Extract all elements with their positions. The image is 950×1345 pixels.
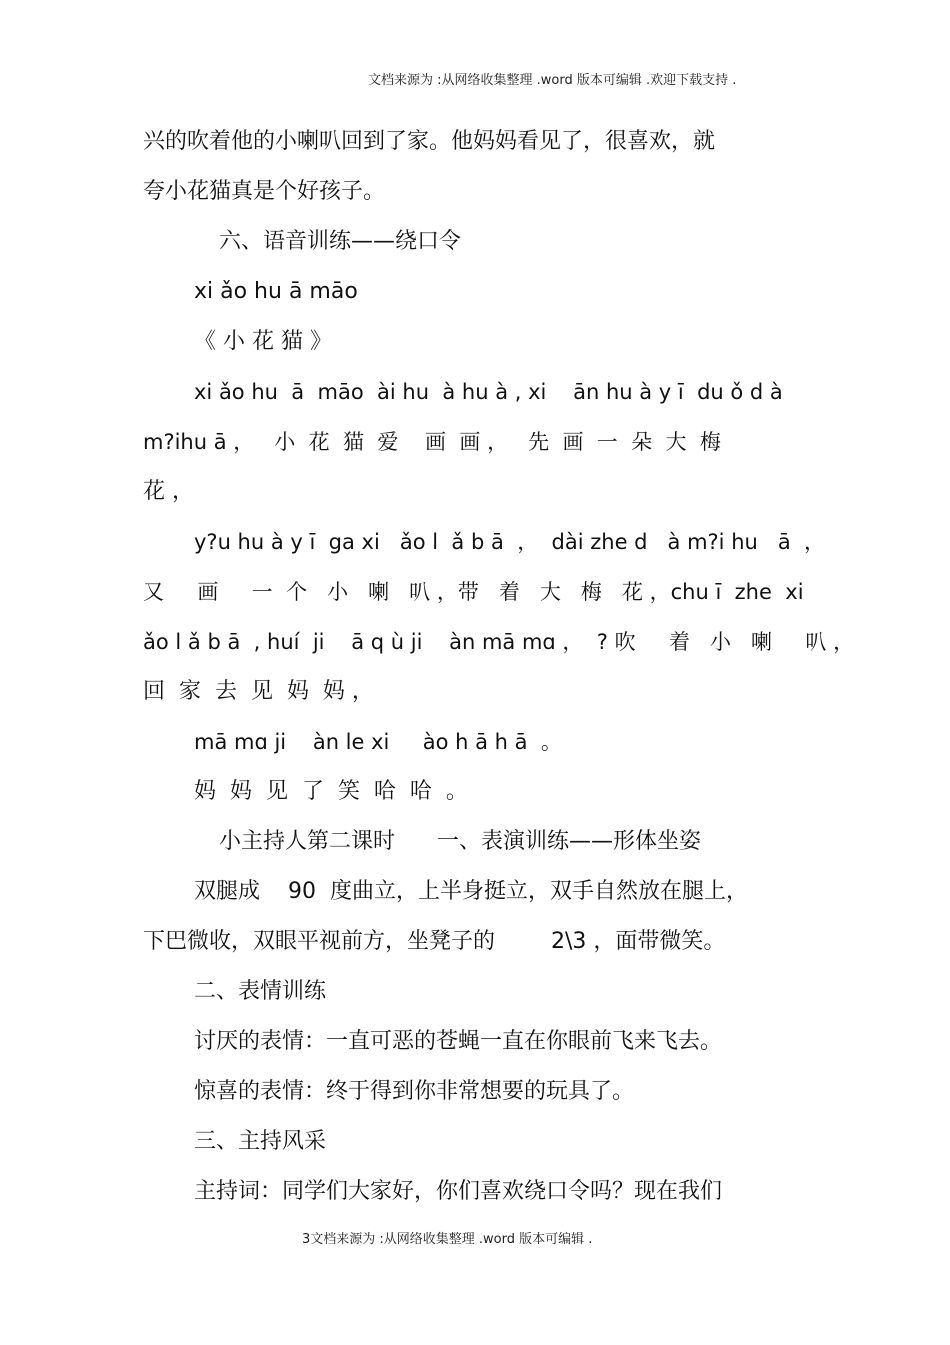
section-heading: 二、表情训练	[194, 979, 327, 1004]
text-line: 夸小花猫真是个好孩子。	[143, 179, 386, 204]
text-line: 兴的吹着他的小喇叭回到了家。他妈妈看见了，很喜欢，就	[143, 129, 716, 154]
section-heading: 六、语音训练——绕口令	[219, 229, 462, 254]
poem-line: ǎo l ǎ b ā , huí ji ā q ù ji àn mā mɑ ， ? 吹 着 小 喇 叭 ，	[143, 630, 855, 654]
poem-line: 回 家 去 见 妈 妈 ，	[143, 679, 374, 704]
text-line: 双腿成 90 度曲立，上半身挺立，双手自然放在腿上，	[194, 879, 748, 904]
poem-line: 花 ，	[143, 479, 194, 504]
section-heading: 小主持人第二课时 一、表演训练——形体坐姿	[219, 829, 701, 854]
text-line: 讨厌的表情：一直可恶的苍蝇一直在你眼前飞来飞去。	[194, 1029, 723, 1054]
poem-title: 《 小 花 猫 》	[194, 329, 332, 354]
section-heading: 三、主持风采	[194, 1129, 327, 1154]
poem-line: 妈 妈 见 了 笑 哈 哈 。	[194, 779, 468, 804]
page-header: 文档来源为 :从网络收集整理 .word 版本可编辑 .欢迎下载支持 .	[368, 73, 737, 88]
page-footer: 3文档来源为 :从网络收集整理 .word 版本可编辑 .	[302, 1232, 593, 1247]
pinyin-line: xi ǎo hu ā māo ài hu à hu à , xi ān hu à y ī du ǒ d à	[194, 380, 783, 404]
pinyin-title: xi ǎo hu ā māo	[194, 279, 358, 304]
text-line: 惊喜的表情：终于得到你非常想要的玩具了。	[194, 1079, 635, 1104]
pinyin-line: mā mɑ ji àn le xi ào h ā h ā 。	[194, 730, 562, 754]
text-line: 主持词：同学们大家好，你们喜欢绕口令吗？现在我们	[194, 1179, 723, 1204]
text-line: 下巴微收，双眼平视前方，坐凳子的 2\3 ，面带微笑。	[143, 929, 726, 954]
poem-line: m?ihu ā ， 小 花 猫 爱 画 画 ， 先 画 一 朵 大 梅	[143, 430, 721, 454]
poem-line: 又 画 一 个 小 喇 叭 ，带 着 大 梅 花 ，chu ī zhe xi	[143, 580, 804, 604]
pinyin-line: y?u hu à y ī ga xi ǎo l ǎ b ā ， dài zhe d à m?i hu ā ，	[194, 530, 826, 554]
